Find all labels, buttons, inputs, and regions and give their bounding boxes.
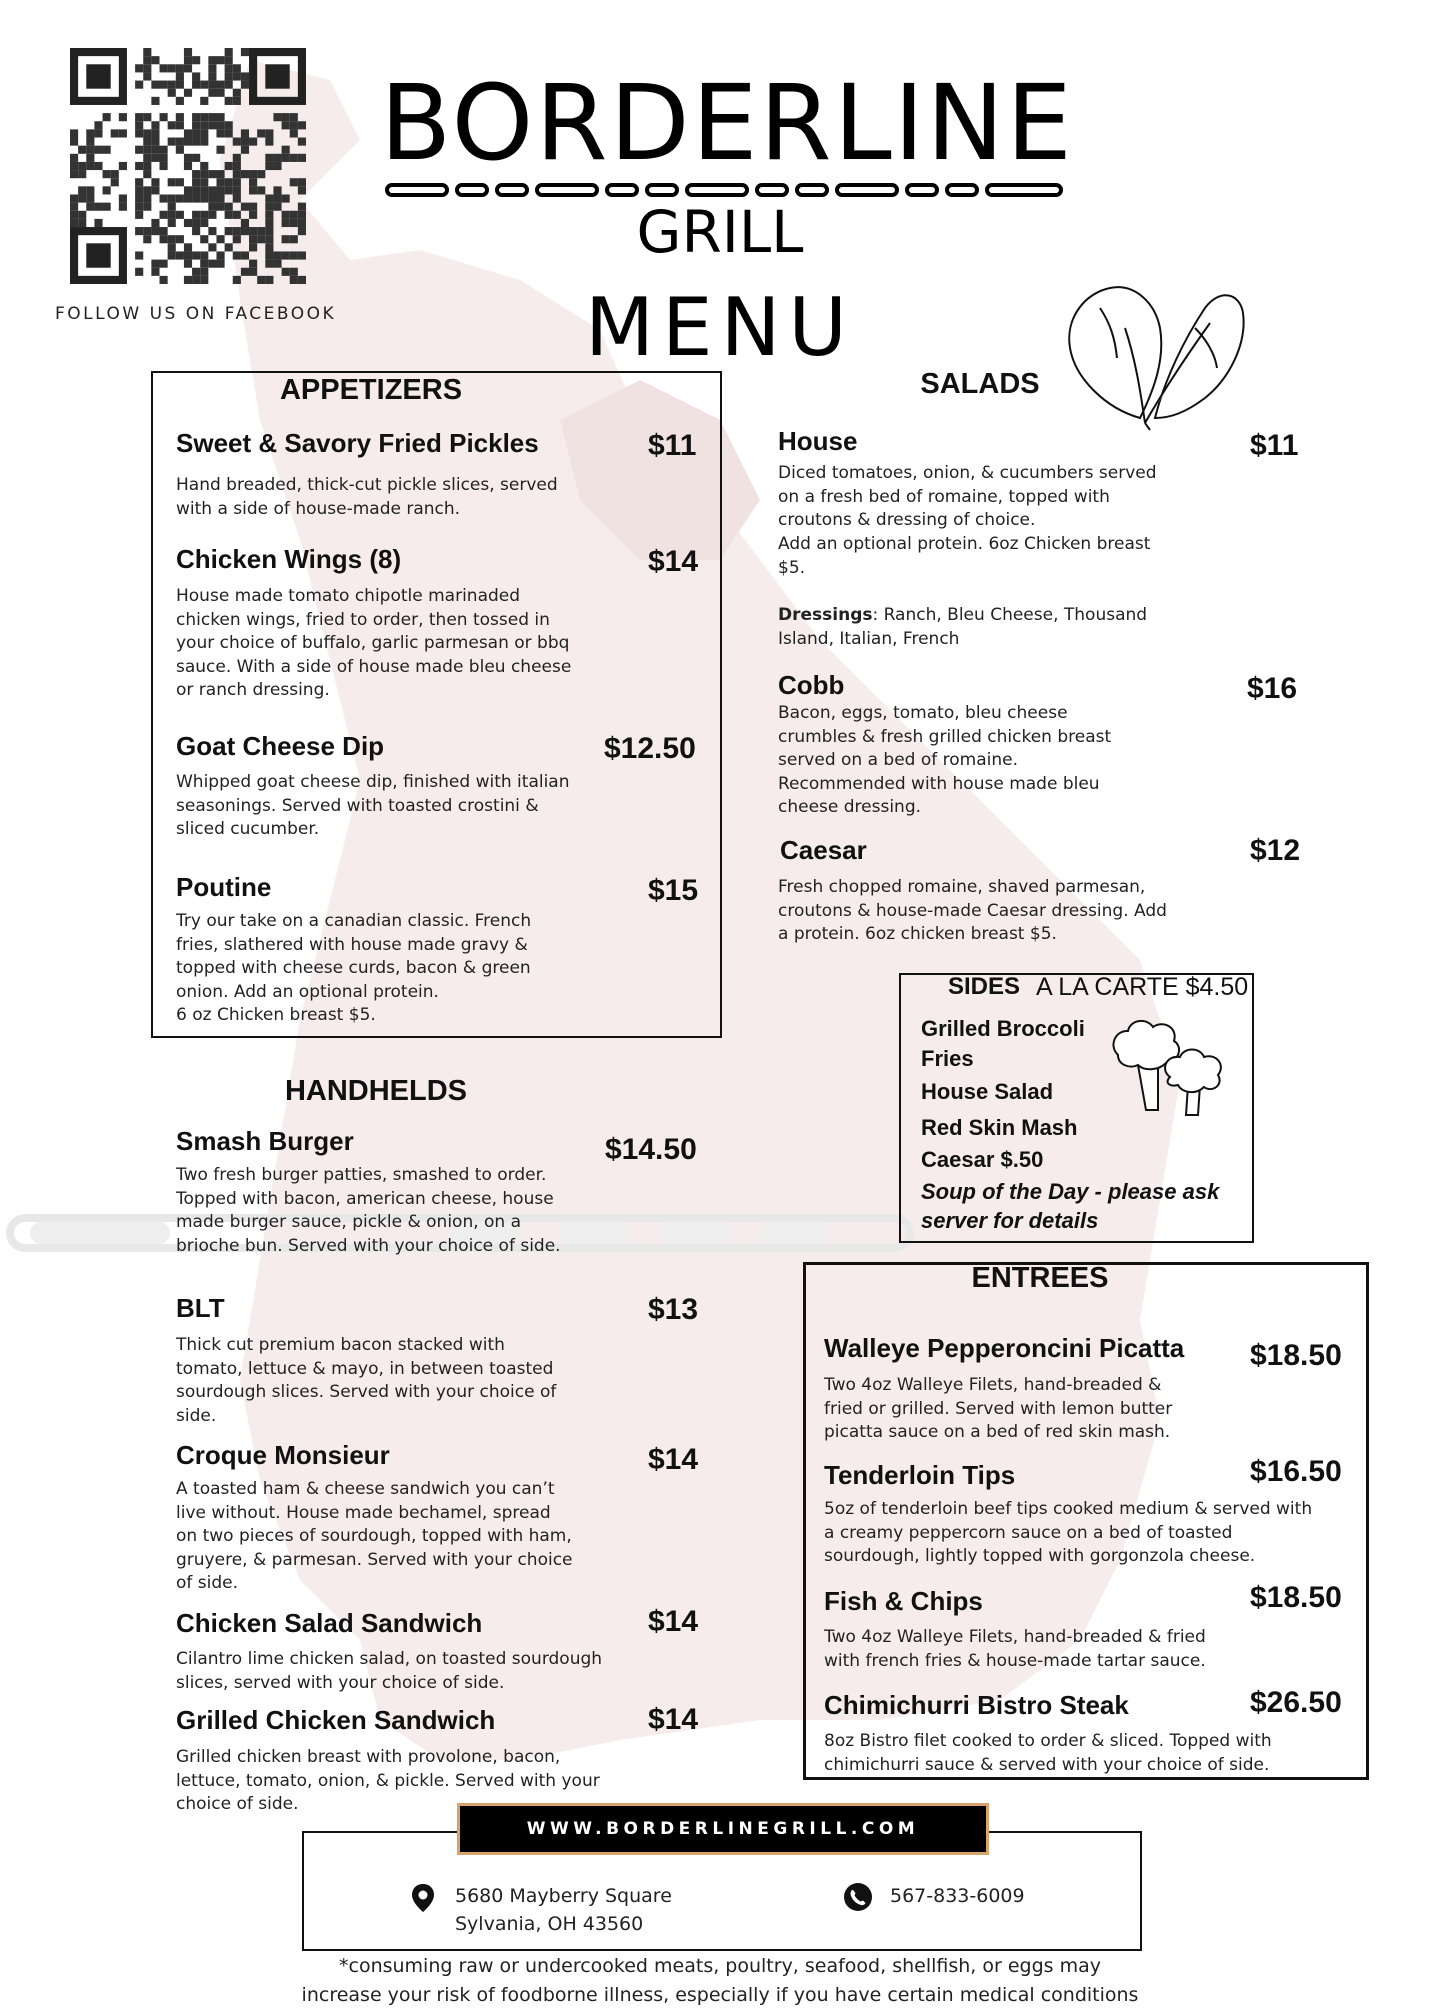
item-desc: Two fresh burger patties, smashed to order. Topped with bacon, american cheese, house made burger sauce, pickle & onion, on a brioche bun. Served with your choice of side. xyxy=(176,1165,561,1256)
address xyxy=(455,1882,672,1938)
item-name: Sweet & Savory Fried Pickles xyxy=(176,428,539,458)
menu-title: MENU xyxy=(585,281,855,374)
item-price: $14 xyxy=(648,1605,699,1638)
appetizers-title: APPETIZERS xyxy=(279,374,463,406)
item-name: Tenderloin Tips xyxy=(824,1460,1016,1490)
sides-subtitle: A LA CARTE $4.50 xyxy=(1036,973,1249,1001)
item-desc: Thick cut premium bacon stacked with tomato, lettuce & mayo, in between toasted sourdough slices. Served with your choice of side. xyxy=(176,1335,557,1426)
item-name: Chimichurri Bistro Steak xyxy=(824,1690,1129,1720)
item-name: Smash Burger xyxy=(176,1126,354,1156)
item-price: $11 xyxy=(1250,429,1299,462)
item-desc: House made tomato chipotle marinaded chicken wings, fried to order, then tossed in your choice of buffalo, garlic parmesan or bbq sauce. With a side of house made bleu cheese or ranch dressing. xyxy=(176,586,572,700)
item-price: $12 xyxy=(1250,834,1301,867)
item-price: $16 xyxy=(1247,672,1298,705)
qr-code-icon xyxy=(70,48,306,284)
item-price: $14 xyxy=(648,545,699,578)
salads-title: SALADS xyxy=(920,368,1040,400)
item-name: BLT xyxy=(176,1293,225,1323)
item-desc: A toasted ham & cheese sandwich you can’t live without. House made bechamel, spread on two pieces of sourdough, topped with ham, gruyere, & parmesan. Served with your choice of side. xyxy=(176,1479,573,1593)
side-item: Caesar $.50 xyxy=(921,1147,1044,1172)
broccoli-icon xyxy=(1108,1015,1233,1120)
item-desc: Two 4oz Walleye Filets, hand-breaded & fried with french fries & house-made tartar sauce. xyxy=(824,1627,1206,1671)
dressings-label: Dressings xyxy=(778,605,873,625)
side-item: House Salad xyxy=(921,1079,1054,1104)
item-desc: Whipped goat cheese dip, finished with italian seasonings. Served with toasted crostini & sliced cucumber. xyxy=(176,772,570,839)
item-price: $13 xyxy=(648,1293,699,1326)
item-name: Fish & Chips xyxy=(824,1586,983,1616)
entrees-title: ENTREES xyxy=(971,1262,1109,1294)
item-name: House xyxy=(778,426,858,456)
address-line2: Sylvania, OH 43560 xyxy=(455,1913,644,1935)
phone-number[interactable]: 567-833-6009 xyxy=(890,1885,1025,1907)
item-price: $14.50 xyxy=(605,1133,697,1166)
item-name: Goat Cheese Dip xyxy=(176,731,385,761)
item-desc: 5oz of tenderloin beef tips cooked medium & served with a creamy peppercorn sauce on a bed of toasted sourdough, lightly topped with gorgonzola cheese. xyxy=(824,1499,1313,1566)
item-price: $12.50 xyxy=(604,732,696,765)
item-price: $18.50 xyxy=(1250,1339,1342,1372)
disclaimer-line1: *consuming raw or undercooked meats, poultry, seafood, shellfish, or eggs may xyxy=(339,1955,1101,1977)
item-price: $14 xyxy=(648,1443,699,1476)
item-desc: Two 4oz Walleye Filets, hand-breaded & fried or grilled. Served with lemon butter picatta sauce on a bed of red skin mash. xyxy=(824,1375,1173,1442)
disclaimer xyxy=(240,1952,1200,2010)
brand-sub: GRILL xyxy=(636,198,804,266)
item-name: Grilled Chicken Sandwich xyxy=(176,1705,496,1735)
location-pin-icon xyxy=(410,1883,436,1913)
item-name: Cobb xyxy=(778,670,845,700)
side-item: Red Skin Mash xyxy=(921,1115,1078,1140)
lettuce-icon xyxy=(1045,268,1250,433)
item-name: Croque Monsieur xyxy=(176,1440,390,1470)
item-name: Poutine xyxy=(176,872,272,902)
item-price: $18.50 xyxy=(1250,1581,1342,1614)
address-line1: 5680 Mayberry Square xyxy=(455,1885,672,1907)
item-name: Walleye Pepperoncini Picatta xyxy=(824,1333,1185,1363)
salad-dressings xyxy=(778,604,1158,651)
item-desc: Hand breaded, thick-cut pickle slices, served with a side of house-made ranch. xyxy=(176,475,558,519)
item-desc: Fresh chopped romaine, shaved parmesan, croutons & house-made Caesar dressing. Add a protein. 6oz chicken breast $5. xyxy=(778,877,1167,944)
soup-of-day: Soup of the Day - please ask server for details xyxy=(921,1179,1220,1233)
handhelds-title: HANDHELDS xyxy=(284,1075,468,1107)
item-desc: Grilled chicken breast with provolone, bacon, lettuce, tomato, onion, & pickle. Served with your choice of side. xyxy=(176,1747,600,1814)
item-price: $14 xyxy=(648,1703,699,1736)
website-link[interactable]: WWW.BORDERLINEGRILL.COM xyxy=(457,1803,989,1855)
brand-divider-ornament xyxy=(385,182,1065,198)
item-extra: 6 oz Chicken breast $5. xyxy=(176,1005,376,1025)
side-item: Fries xyxy=(921,1046,974,1071)
phone-icon xyxy=(843,1882,873,1912)
item-name: Chicken Salad Sandwich xyxy=(176,1608,483,1638)
item-extra: Add an optional protein. 6oz Chicken breast $5. xyxy=(778,534,1151,578)
sides-title: SIDES xyxy=(948,973,1021,1000)
item-desc: Try our take on a canadian classic. French fries, slathered with house made gravy & topped with cheese curds, bacon & green onion. Add an optional protein. xyxy=(176,911,532,1002)
item-price: $15 xyxy=(648,874,699,907)
item-desc: Bacon, eggs, tomato, bleu cheese crumbles & fresh grilled chicken breast served on a bed of romaine. Recommended with house made bleu cheese dressing. xyxy=(778,703,1112,817)
item-price: $16.50 xyxy=(1250,1455,1342,1488)
item-desc: Cilantro lime chicken salad, on toasted sourdough slices, served with your choice of side. xyxy=(176,1649,603,1693)
dressings-list: : Ranch, Bleu Cheese, Thousand Island, Italian, French xyxy=(778,605,1148,649)
brand-name: BORDERLINE xyxy=(380,62,1074,184)
item-name: Chicken Wings (8) xyxy=(176,544,402,574)
side-item: Grilled Broccoli xyxy=(921,1016,1085,1041)
follow-text: FOLLOW US ON FACEBOOK xyxy=(55,304,337,324)
item-name: Caesar xyxy=(780,835,867,865)
item-price: $11 xyxy=(648,429,697,462)
disclaimer-line2: increase your risk of foodborne illness, especially if you have certain medical conditions xyxy=(301,1984,1139,2006)
item-desc: 8oz Bistro filet cooked to order & sliced. Topped with chimichurri sauce & served with your choice of side. xyxy=(824,1731,1272,1775)
item-desc: Diced tomatoes, onion, & cucumbers served on a fresh bed of romaine, topped with croutons & dressing of choice. xyxy=(778,463,1157,530)
item-price: $26.50 xyxy=(1250,1686,1342,1719)
